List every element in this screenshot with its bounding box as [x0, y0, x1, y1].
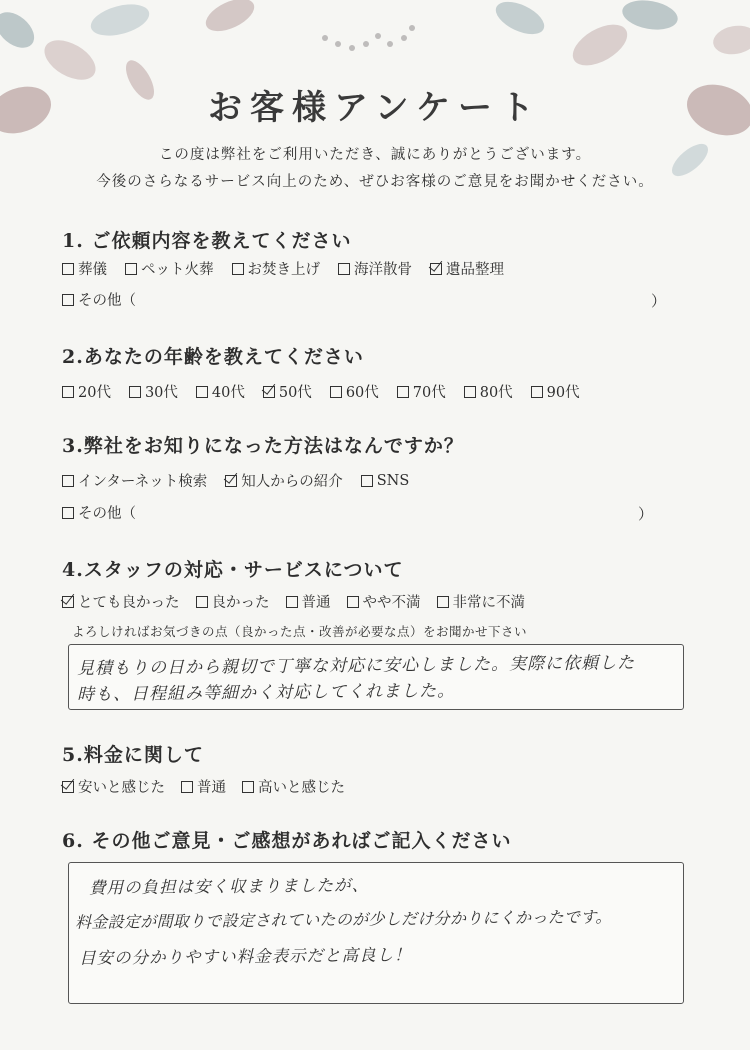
checkbox[interactable]: [232, 263, 244, 275]
q2-option-label: 80代: [479, 385, 513, 401]
q4-option-label: 普通: [301, 595, 331, 611]
q1-option-label: 葬儀: [78, 262, 107, 278]
q2-option[interactable]: [464, 381, 513, 402]
q2-option-label: 50代: [278, 385, 312, 401]
q3-options: [62, 470, 427, 491]
checkbox[interactable]: [62, 263, 74, 275]
checkbox-checked[interactable]: [263, 386, 275, 398]
checkbox[interactable]: [196, 596, 208, 608]
q3-other-close: ）: [638, 505, 654, 523]
q1-option[interactable]: [430, 258, 504, 279]
q2-title: 2.あなたの年齢を教えてください: [62, 346, 364, 368]
checkbox[interactable]: [62, 294, 74, 306]
q4-option-label: 非常に不満: [452, 595, 525, 611]
q4-note: よろしければお気づきの点（良かった点・改善が必要な点）をお聞かせ下さい: [72, 624, 528, 639]
q4-option[interactable]: [62, 591, 180, 612]
checkbox[interactable]: [129, 386, 141, 398]
q6-answer-box[interactable]: [68, 862, 684, 1004]
q4-option-label: やや不満: [362, 595, 421, 611]
q5-option[interactable]: [242, 776, 345, 797]
q1-option-label: ペット火葬: [141, 262, 214, 278]
q3-option-label: インターネット検索: [78, 474, 208, 490]
q6-answer-line-2: 料金設定が間取りで設定されていたのが少しだけ分かりにくかったです。: [74, 907, 612, 932]
checkbox[interactable]: [397, 386, 409, 398]
q4-option-label: 良かった: [211, 595, 270, 611]
q1-option[interactable]: [338, 258, 412, 279]
q2-option-label: 90代: [546, 385, 580, 401]
q3-option-label: 知人からの紹介: [241, 474, 343, 490]
q4-title: 4.スタッフの対応・サービスについて: [62, 559, 404, 581]
checkbox-checked[interactable]: [62, 781, 74, 793]
q2-option[interactable]: [196, 381, 245, 402]
q1-option-label: 遺品整理: [446, 262, 504, 278]
q4-option[interactable]: [347, 591, 421, 612]
q5-option[interactable]: [181, 776, 226, 797]
intro-line-2: 今後のさらなるサービス向上のため、ぜひお客様のご意見をお聞かせください。: [96, 174, 654, 190]
q4-answer-box[interactable]: [68, 644, 684, 710]
q1-option-label: お焚き上げ: [247, 262, 320, 278]
checkbox[interactable]: [361, 475, 373, 487]
q2-option[interactable]: [397, 381, 446, 402]
q4-option[interactable]: [196, 591, 270, 612]
checkbox[interactable]: [125, 263, 137, 275]
q5-options: [62, 776, 361, 797]
q2-option[interactable]: [263, 381, 312, 402]
q2-option-label: 70代: [412, 385, 446, 401]
checkbox[interactable]: [242, 781, 254, 793]
q4-answer-line-2: 時も、日程組み等細かく対応してくれました。: [76, 681, 456, 705]
checkbox[interactable]: [181, 781, 193, 793]
checkbox[interactable]: [62, 386, 74, 398]
q5-option[interactable]: [62, 776, 165, 797]
checkbox[interactable]: [347, 596, 359, 608]
checkbox[interactable]: [531, 386, 543, 398]
q5-option-label: 高いと感じた: [258, 780, 345, 796]
intro-line-1: この度は弊社をご利用いただき、誠にありがとうございます。: [158, 147, 592, 163]
checkbox[interactable]: [464, 386, 476, 398]
q1-option-label: 海洋散骨: [354, 262, 412, 278]
checkbox-checked[interactable]: [225, 475, 237, 487]
checkbox-checked[interactable]: [430, 263, 442, 275]
q6-title: 6. その他ご意見・ご感想があればご記入ください: [62, 830, 512, 852]
q3-option[interactable]: [361, 473, 410, 489]
checkbox[interactable]: [338, 263, 350, 275]
checkbox[interactable]: [62, 507, 74, 519]
checkbox[interactable]: [196, 386, 208, 398]
q2-option[interactable]: [129, 381, 178, 402]
q6-answer-line-3: 目安の分かりやすい料金表示だと高良し！: [78, 945, 412, 968]
q6-answer-line-1: 費用の負担は安く収まりましたが、: [88, 875, 370, 898]
q5-title: 5.料金に関して: [62, 744, 204, 766]
q2-option-label: 30代: [144, 385, 178, 401]
q1-other-label: その他（: [78, 293, 136, 309]
q3-option-label: SNS: [376, 472, 410, 489]
page-title: お客様アンケート: [208, 88, 542, 128]
q3-other-label: その他（: [78, 506, 136, 522]
q4-options: [62, 591, 541, 612]
q2-option[interactable]: [330, 381, 379, 402]
q1-other-close: ）: [651, 292, 667, 310]
q1-options: [62, 258, 522, 279]
q5-option-label: 安いと感じた: [78, 780, 165, 796]
checkbox-checked[interactable]: [62, 596, 74, 608]
checkbox[interactable]: [437, 596, 449, 608]
q4-option[interactable]: [437, 591, 526, 612]
q3-other-row: [62, 502, 152, 523]
q1-option[interactable]: [62, 258, 107, 279]
q3-option[interactable]: [62, 470, 207, 491]
q4-option-label: とても良かった: [78, 595, 180, 611]
q5-option-label: 普通: [197, 780, 226, 796]
q2-options: [62, 381, 598, 402]
q2-option-label: 60代: [345, 385, 379, 401]
q1-other-row: [62, 289, 152, 310]
checkbox[interactable]: [330, 386, 342, 398]
q4-answer-line-1: 見積もりの日から親切で丁寧な対応に安心しました。実際に依頼した: [76, 653, 636, 679]
q2-option-label: 20代: [78, 385, 111, 401]
q2-option[interactable]: [62, 381, 111, 402]
checkbox[interactable]: [62, 475, 74, 487]
q3-option[interactable]: [225, 470, 343, 491]
q1-option[interactable]: [125, 258, 214, 279]
q3-title: 3.弊社をお知りになった方法はなんですか？: [62, 435, 464, 457]
q1-title: 1. ご依頼内容を教えてください: [62, 230, 352, 252]
q4-option[interactable]: [286, 591, 331, 612]
checkbox[interactable]: [286, 596, 298, 608]
q2-option[interactable]: [531, 381, 580, 402]
q1-option[interactable]: [232, 258, 321, 279]
q2-option-label: 40代: [211, 385, 245, 401]
